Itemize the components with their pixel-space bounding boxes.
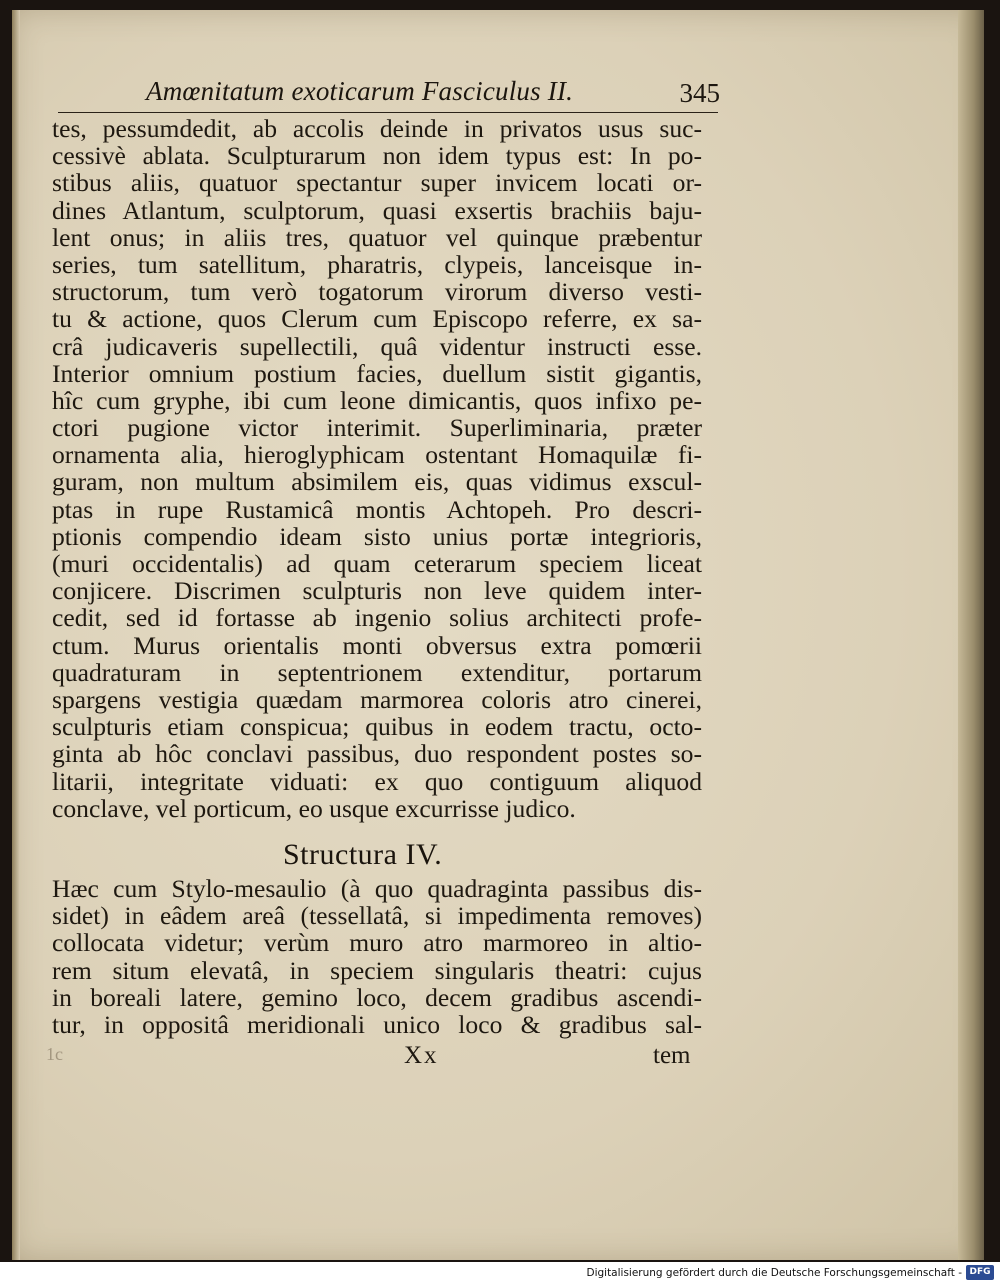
text-line: quadraturam in septentrionem extenditur, portarum [52,657,702,687]
text-line: tur, in oppositâ meridionali unico loco & gradibus sal- [52,1009,702,1039]
text-line: conjicere. Discrimen sculpturis non leve quidem inter- [52,576,702,606]
text-line: tes, pessumdedit, ab accolis deinde in privatos usus suc- [52,114,702,143]
text-line: ornamenta alia, hieroglyphicam ostentant Homaquilæ fi- [52,440,702,470]
text-line: sidet) in eâdem areâ (tessellatâ, si impedimenta removes) [52,901,702,931]
signature-mark: Xx [404,1042,439,1069]
section-heading: Structura IV. [283,838,443,871]
text-line: conclave, vel porticum, eo usque excurrisse judico. [52,793,576,823]
text-line: Interior omnium postium facies, duellum sistit gigantis, [52,358,702,388]
text-line: (muri occidentalis) ad quam ceterarum speciem liceat [52,549,702,578]
text-line: cedit, sed id fortasse ab ingenio solius architecti profe- [52,603,702,633]
text-line: Hæc cum Stylo-mesaulio (à quo quadraginta passibus dis- [52,874,702,903]
page-spine-edge [958,10,984,1260]
text-line: series, tum satellitum, pharatris, clypeis, lanceisque in- [52,249,702,279]
funding-credit: Digitalisierung gefördert durch die Deutsche Forschungsgemeinschaft - [586,1267,962,1279]
section-paragraph [52,875,702,1038]
text-line: ctum. Murus orientalis monti obversus extra pomœrii [52,630,702,660]
text-line: tu & actione, quos Clerum cum Episcopo referre, ex sa- [52,304,702,334]
text-line: stibus aliis, quatuor spectantur super invicem locati or- [52,168,702,198]
page-number: 345 [679,78,720,108]
text-line: cessivè ablata. Sculpturarum non idem typus est: In po- [52,141,702,171]
text-line: rem situm elevatâ, in speciem singularis theatri: cujus [52,955,702,985]
text-line: ctori pugione victor interimit. Superliminaria, præter [52,413,702,443]
text-line: ptionis compendio ideam sisto unius portæ integrioris, [52,521,702,551]
running-header [58,72,718,113]
page-left-edge [12,10,20,1260]
text-line: dines Atlantum, sculptorum, quasi exsertis brachiis baju- [52,195,702,225]
catchword: tem [653,1042,691,1069]
body-paragraph [52,115,702,822]
text-line: in boreali latere, gemino loco, decem gradibus ascendi- [52,982,702,1012]
text-line: spargens vestigia quædam marmorea coloris atro cinerei, [52,684,702,714]
margin-mark: 1c [46,1044,63,1064]
text-line: lent onus; in aliis tres, quatuor vel quinque præbentur [52,222,702,252]
text-line: crâ judicaveris supellectili, quâ videntur instructi esse. [52,331,702,361]
text-line: guram, non multum absimilem eis, quas vidimus exscul- [52,467,702,497]
text-line: sculpturis etiam conspicua; quibus in eodem tractu, octo- [52,712,702,742]
running-title: Amœnitatum exoticarum Fasciculus II. [146,76,574,106]
digitization-footer [0,1262,1000,1285]
text-line: ginta ab hôc conclavi passibus, duo respondent postes so- [52,739,702,769]
text-line: ptas in rupe Rustamicâ montis Achtopeh. Pro descri- [52,494,702,524]
text-line: hîc cum gryphe, ibi cum leone dimicantis, quos infixo pe- [52,385,702,415]
text-line: collocata videtur; verùm muro atro marmoreo in altio- [52,928,702,958]
text-line: structorum, tum verò togatorum virorum diverso vesti- [52,277,702,307]
text-line: litarii, integritate viduati: ex quo contiguum aliquod [52,766,702,796]
dfg-logo: DFG [966,1265,994,1280]
